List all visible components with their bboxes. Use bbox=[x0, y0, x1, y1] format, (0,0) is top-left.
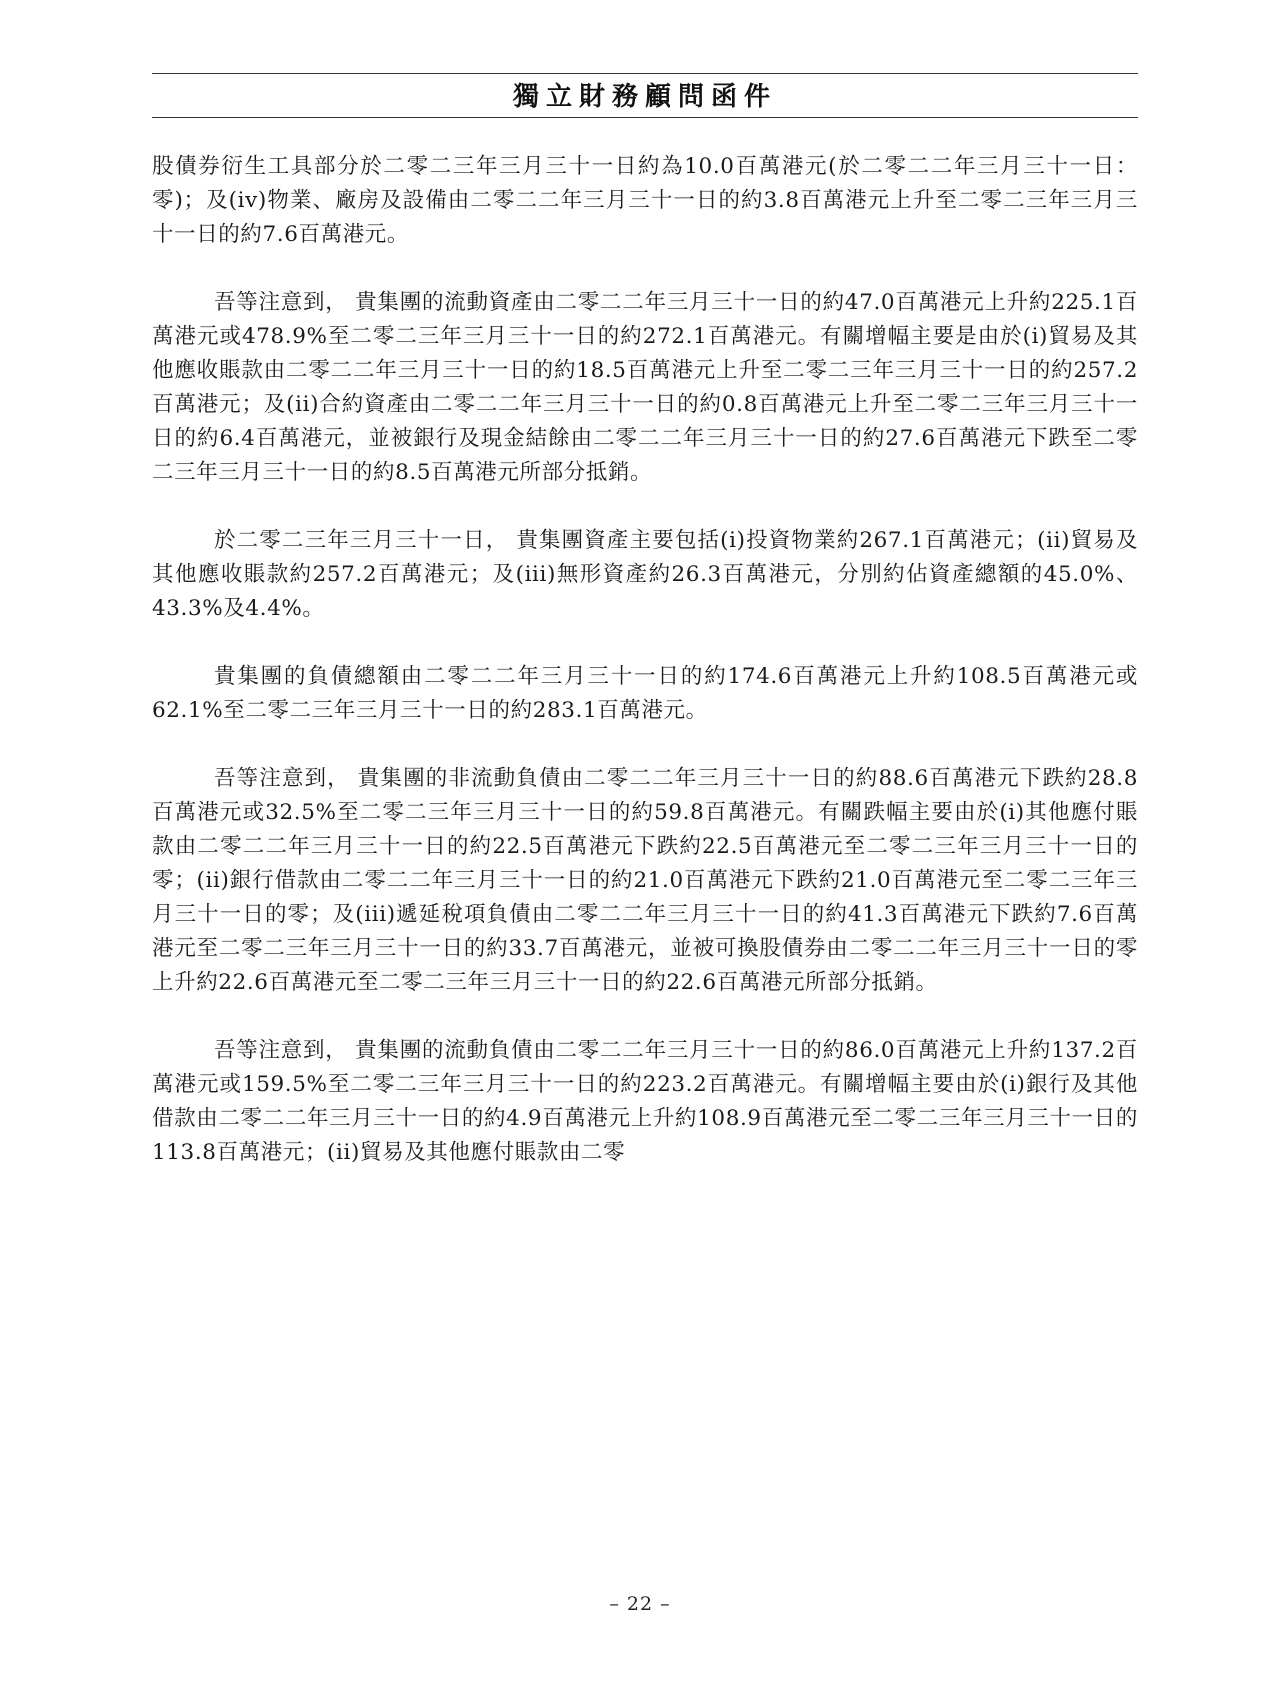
header-top-rule bbox=[152, 73, 1138, 74]
paragraph-current-assets: 吾等注意到， 貴集團的流動資產由二零二二年三月三十一日的約47.0百萬港元上升約225.1百萬港元或478.9%至二零二三年三月三十一日的約272.1百萬港元。有關增幅主要是由於(i)貿易及其他應收賬款由二零二二年三月三十一日的約18.5百萬港元上升至二零二三年三月三十一日的約257.2百萬港元；及(ii)合約資產由二零二二年三月三十一日的約0.8百萬港元上升至二零二三年三月三十一日的約6.4百萬港元，並被銀行及現金結餘由二零二二年三月三十一日的約27.6百萬港元下跌至二零二三年三月三十一日的約8.5百萬港元所部分抵銷。 bbox=[152, 290, 1138, 485]
paragraph-non-current-liabilities: 吾等注意到， 貴集團的非流動負債由二零二二年三月三十一日的約88.6百萬港元下跌約28.8百萬港元或32.5%至二零二三年三月三十一日的約59.8百萬港元。有關跌幅主要由於(i)其他應付賬款由二零二二年三月三十一日的約22.5百萬港元下跌約22.5百萬港元至二零二三年三月三十一日的零；(ii)銀行借款由二零二二年三月三十一日的約21.0百萬港元下跌約21.0百萬港元至二零二三年三月三十一日的零；及(iii)遞延稅項負債由二零二二年三月三十一日的約41.3百萬港元下跌約7.6百萬港元至二零二三年三月三十一日的約33.7百萬港元，並被可換股債券由二零二二年三月三十一日的零上升約22.6百萬港元至二零二三年三月三十一日的約22.6百萬港元所部分抵銷。 bbox=[152, 766, 1138, 995]
body-text bbox=[152, 150, 1138, 1204]
header-bottom-rule bbox=[152, 117, 1138, 118]
paragraph-asset-composition: 於二零二三年三月三十一日， 貴集團資產主要包括(i)投資物業約267.1百萬港元；(ii)貿易及其他應收賬款約257.2百萬港元；及(iii)無形資產約26.3百萬港元，分別約佔資產總額的45.0%、43.3%及4.4%。 bbox=[152, 528, 1138, 621]
page-number: – 22 – bbox=[609, 1593, 671, 1615]
page-header-title: 獨立財務顧問函件 bbox=[512, 82, 777, 112]
paragraph-current-liabilities: 吾等注意到， 貴集團的流動負債由二零二二年三月三十一日的約86.0百萬港元上升約137.2百萬港元或159.5%至二零二三年三月三十一日的約223.2百萬港元。有關增幅主要由於(i)銀行及其他借款由二零二二年三月三十一日的約4.9百萬港元上升約108.9百萬港元至二零二三年三月三十一日的113.8百萬港元；(ii)貿易及其他應付賬款由二零 bbox=[152, 1038, 1138, 1165]
paragraph-total-liabilities: 貴集團的負債總額由二零二二年三月三十一日的約174.6百萬港元上升約108.5百萬港元或62.1%至二零二三年三月三十一日的約283.1百萬港元。 bbox=[152, 664, 1138, 723]
paragraph-continuation: 股債券衍生工具部分於二零二三年三月三十一日約為10.0百萬港元(於二零二二年三月三十一日：零)；及(iv)物業、廠房及設備由二零二二年三月三十一日的約3.8百萬港元上升至二零二三年三月三十一日的約7.6百萬港元。 bbox=[152, 154, 1138, 247]
